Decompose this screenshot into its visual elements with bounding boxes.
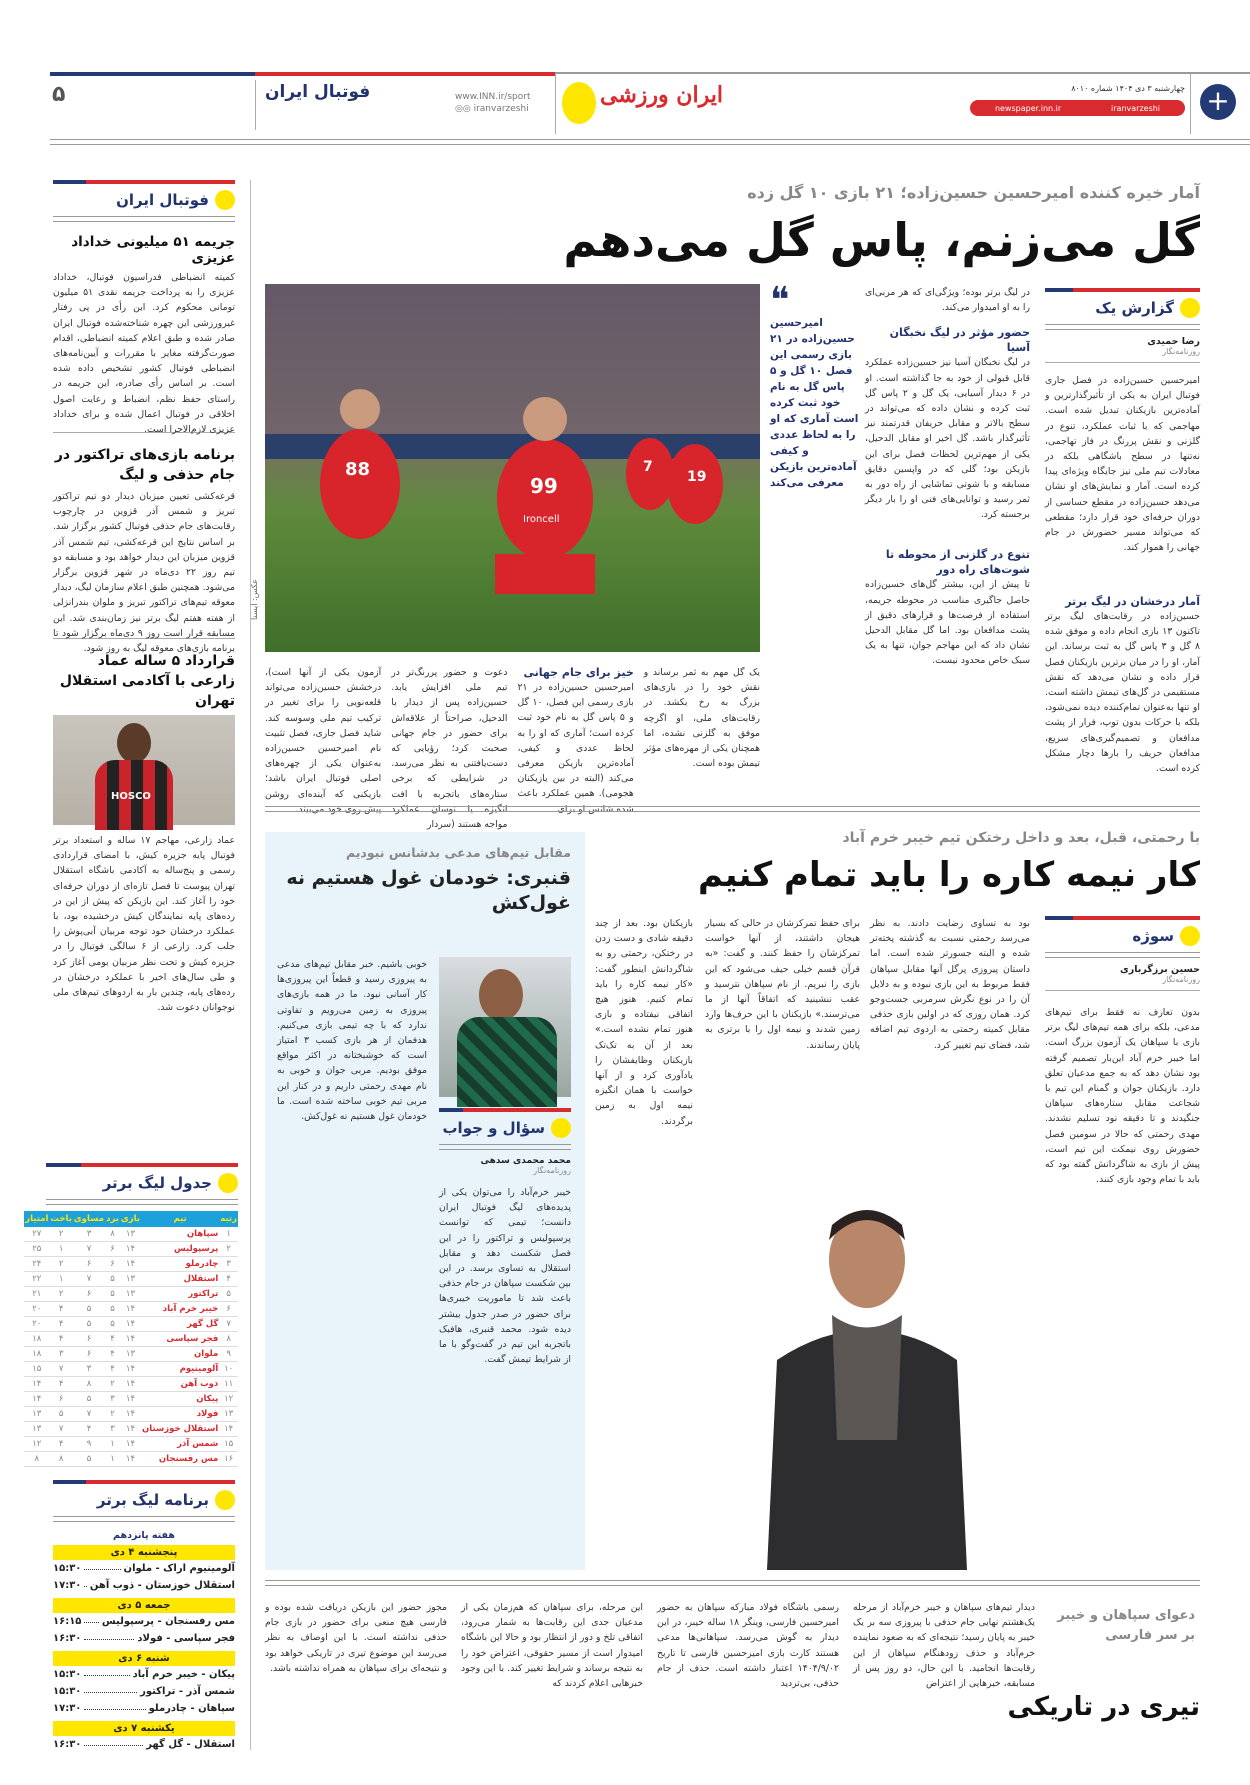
article-text: آزمون یکی از آنها است)، درخشش حسین‌زاده می‌تواند قلعه‌نویی را برای تغییر در ترکیب تیم ملی وسوسه کند. شاید فصل جاری، فصل تثبیت نام امیرحسین حسین‌زاده به‌عنوان یکی از چهره‌های اصلی فوتبال ایران باشد؛ بازیکنی که آینده‌ای روشن پیش روی خود می‌بیند. [265,667,382,815]
table-row [24,1452,238,1467]
team-name: ملوان [141,1347,219,1362]
table-row [24,1242,238,1257]
sidebar-section-label: فوتبال ایران [116,191,209,209]
table-cell: ۲۰ [24,1302,49,1317]
table-cell: ۲ [105,1407,120,1422]
table-cell: ۹ [73,1437,105,1452]
players-celebration-illustration [265,284,760,652]
bottom-kicker: دعوای سپاهان و خیبر بر سر فارسی [1057,1608,1195,1643]
team-name: پرسپولیس [141,1242,219,1257]
table-cell: ۲ [219,1242,238,1257]
qa-heading [439,1112,571,1144]
lead-column-2 [865,285,1030,759]
table-cell: ۸ [49,1452,73,1467]
table-cell: ۱۰ [219,1362,238,1377]
quote-text: امیرحسین حسین‌زاده در ۲۱ بازی رسمی این فصل ۱۰ گل و ۵ پاس گل به نام خود ثبت کرده است آماری که او را به لحاظ عددی و کیفی آماده‌ترین بازیکن معرفی می‌کند [770,317,859,489]
jersey-number: 88 [345,459,371,480]
lead-kicker: آمار خیره کننده امیرحسین حسین‌زاده؛ ۲۱ بازی ۱۰ گل زده [747,183,1200,202]
article-text: مجوز حضور این بازیکن دریافت شده بوده و فارسی هیچ منعی برای حضور در بازی جام حذفی نداشته است. با این اوصاف به نظر می‌رسد این موضوع تیری در تاریکی خواهد بود و نتیجه‌ای برای سپاهان به همراه نداشته باشد. [265,1602,447,1674]
lead-headline: گل می‌زنم، پاس گل می‌دهم [563,213,1200,267]
table-column-header: مساوی [73,1211,105,1227]
table-cell: ۱۴ [120,1407,141,1422]
table-cell: ۲ [49,1257,73,1272]
team-name: فجر سپاسی [141,1332,219,1347]
table-row [24,1377,238,1392]
table-row [24,1407,238,1422]
article-text: تا پیش از این، بیشتر گل‌های حسین‌زاده حاصل جاگیری مناسب در محوطه جریمه، استفاده از فرصت‌ها و قرارهای دقیق از پشت مدافعان بود. اما گل مقابل الدحیل نشان داد که این مهاجم جوان، تنها به یک سبک خاص محدود نیست. [865,579,1030,667]
coach-photo [705,1190,1030,1570]
table-column-header: برد [105,1211,120,1227]
table-cell: ۵ [219,1287,238,1302]
newspaper-link[interactable]: newspaper.inn.ir [994,103,1062,113]
table-cell: ۱۳ [120,1272,141,1287]
team-name: مس رفسنجان [141,1452,219,1467]
match-time: ۱۶:۳۰ [53,1739,82,1750]
table-cell: ۱۱ [219,1377,238,1392]
table-cell: ۶ [73,1257,105,1272]
yellow-dot-icon [215,190,235,210]
table-cell: ۱ [219,1227,238,1242]
match-teams: سپاهان - چادرملو [148,1703,235,1714]
schedule-block [53,1480,235,1753]
qa-box [265,832,585,1570]
table-cell: ۳ [73,1362,105,1377]
table-cell: ۱۴ [120,1377,141,1392]
table-cell: ۴ [105,1332,120,1347]
player-photo [53,715,235,825]
schedule-match [53,1736,235,1753]
qa-kicker: مقابل تیم‌های مدعی بدشانس نبودیم [345,845,571,860]
table-cell: ۱ [49,1242,73,1257]
table-column-header: بازی [120,1211,141,1227]
article-text: برای حفظ تمرکزشان در حالی که بسیار هیجان داشتند، از آنها خواست تمرکزشان را حفظ کنند. و گفت: «به قرآن قسم خیلی حیف می‌شود که این بازی را نبریم. از نام سپاهان نترسید و عقب ننشینید که اتفاقاً آنها از ما می‌ترسند.» بازیکنان با این حرف‌ها وارد زمین شدند و نیمه اول را با برتری به پایان رساندند. [705,918,860,1051]
team-name: ذوب آهن [141,1377,219,1392]
table-cell: ۱ [105,1452,120,1467]
table-cell: ۱۸ [24,1332,49,1347]
match-time: ۱۶:۳۰ [53,1633,82,1644]
schedule-heading [53,1484,235,1516]
table-cell: ۱۴ [120,1452,141,1467]
table-cell: ۶ [105,1242,120,1257]
table-cell: ۲ [105,1377,120,1392]
table-cell: ۱۶ [219,1452,238,1467]
article-text: در لیگ برتر بوده؛ ویژگی‌ای که هر مربی‌ای را به او امیدوار می‌کند. [865,287,1030,314]
table-cell: ۱۴ [219,1422,238,1437]
schedule-day: جمعه ۵ دی [53,1598,235,1613]
masthead [50,70,1250,150]
table-cell: ۲۱ [24,1287,49,1302]
table-cell: ۱۳ [120,1347,141,1362]
social-pill-handle[interactable]: iranvarzeshi [1111,103,1161,113]
table-cell: ۱۴ [120,1392,141,1407]
section-bar [1045,916,1200,920]
story-divider [265,806,1200,812]
table-cell: ۵ [49,1407,73,1422]
qa-label: سؤال و جواب [442,1119,545,1137]
table-row [24,1332,238,1347]
table-cell: ۴ [49,1317,73,1332]
section-bar [53,180,235,184]
team-name: چادرملو [141,1257,219,1272]
table-cell: ۴ [49,1332,73,1347]
table-cell: ۷ [49,1362,73,1377]
table-cell: ۱۴ [120,1242,141,1257]
lead-below-photo [265,665,760,831]
divider [53,1516,235,1522]
sidebar [53,180,235,1103]
table-cell: ۶ [219,1302,238,1317]
league-table-block [25,1163,238,1467]
team-name: آلومینیوم [141,1362,219,1377]
table-cell: ۳ [105,1422,120,1437]
social-handle-text: iranvarzeshi [473,104,529,114]
table-cell: ۹ [219,1347,238,1362]
jersey-text: HOSCO [111,791,151,802]
article-text: این مرحله، برای سپاهان که هم‌زمان یکی از مدعیان جدی این رقابت‌ها به شمار می‌رود، اتفاقی تلخ و دور از انتظار بود و حالا این باشگاه امیدوار است از مسیر حقوقی، اعتراض خود را به نتیجه برساند و شرایط تغییر کند. با این وجود خبرهایی اعلام کردند که [461,1602,643,1690]
divider [1045,324,1200,330]
article-subheading: آمار درخشان در لیگ برتر [1065,595,1200,608]
article-text: در لیگ نخبگان آسیا نیز حسین‌زاده عملکرد قابل قبولی از خود به جا گذاشته است. او در ۶ دیدار آسیایی، یک گل و ۲ پاس گل ثبت کرده و نشان داده که می‌تواند در سطح بالاتر و مقابل حریفان قدرتمند نیز تأثیرگذار باشد. گل اخیر او مقابل الدحیل، یکی از مهم‌ترین لحظات فصل برای این بازیکن بود؛ گلی که در واپسین دقایق مسابقه و با شوتی تماشایی از راه دور به ثمر رسید و توانایی‌های فنی او را بار دیگر برجسته کرد. [865,357,1030,521]
table-cell: ۱۵ [24,1362,49,1377]
table-cell: ۵ [73,1452,105,1467]
story-divider [265,1580,1200,1586]
article-text: دیدار تیم‌های سپاهان و خیبر خرم‌آباد از مرحله یک‌هشتم نهایی جام حذفی با پیروزی سه بر یک خیبر به پایان رسید؛ نتیجه‌ای که به صعود نماینده خرم‌آباد و حذف زودهنگام سپاهان از این رقابت‌ها انجامید. با این حال، دو روز پس از مسابقه، خبرهایی از اعتراض [853,1602,1035,1690]
table-cell: ۱۴ [120,1437,141,1452]
table-cell: ۸ [24,1452,49,1467]
team-name: خیبر خرم آباد [141,1302,219,1317]
table-cell: ۳ [219,1257,238,1272]
page-number: ۵ [52,82,66,107]
social-pill[interactable] [970,100,1185,116]
yellow-dot-icon [1180,298,1200,318]
team-name: سپاهان [141,1227,219,1242]
jersey-number: 7 [643,459,653,475]
table-cell: ۱۳ [24,1407,49,1422]
article-subheading: خیز برای جام جهانی [523,666,634,679]
qa-headline: قنبری: خودمان غول هستیم نه غول‌کش [286,867,571,914]
table-cell: ۴ [49,1437,73,1452]
article-text: حسین‌زاده در رقابت‌های لیگ برتر تاکنون ۱۳ بازی انجام داده و موفق شده ۸ گل و ۳ پاس گل به ثبت برساند. این آمار، او را در میان برترین بازیکنان فصل قرار داده و نشان می‌دهد که نقش مستقیمی در گل‌های تیمش داشته است. او تنها به‌عنوان تمام‌کننده دیده نمی‌شود، بلکه با حرکات بدون توپ، فرار از پشت مدافعان و تصمیم‌گیری‌های سریع، مدافعان حریف را بارها دچار مشکل کرده است. [1045,611,1200,775]
table-cell: ۶ [73,1287,105,1302]
author-name: محمد محمدی سدهی [480,1156,571,1166]
pull-quote [770,280,860,491]
table-cell: ۱۴ [120,1302,141,1317]
table-cell: ۱۴ [24,1377,49,1392]
article-text: یک گل مهم به ثمر برساند و نقش خود را در بازی‌های بزرگ به رخ بکشد. در رقابت‌های ملی، او اگرچه موفق به گلزنی نشده، اما همچنان یکی از مهره‌های مؤثر تیمش بوده است. [643,667,760,770]
table-heading [46,1167,238,1199]
table-row [24,1302,238,1317]
table-cell: ۱۳ [120,1287,141,1302]
date-line: چهارشنبه ۳ دی ۱۴۰۴ شماره ۸۰۱۰ [1071,84,1185,93]
author-role: روزنامه‌نگار [533,1166,571,1175]
match-time: ۱۶:۱۵ [53,1616,82,1627]
sponsor-text: Ironcell [523,514,560,525]
schedule-match [53,1683,235,1700]
table-row [24,1317,238,1332]
article-text: بدون تعارف نه فقط برای تیم‌های مدعی، بلکه برای همه تیم‌های لیگ برتر بازی با سپاهان یک آزمون بزرگ است. اما خیبر خرم آباد این‌بار تصمیم گرفته بود نشان دهد که به جمع مدعیان تعلق دارد. بازیکنان جوان و گمنام این تیم با شجاعت مقابل ستاره‌های سپاهان جنگیدند و تا دقیقه نود تسلیم نشدند. مهدی رحمتی که حالا در سومین فصل حضورش روی نیمکت این تیم است، پیش از بازی به شاگردانش گفته بود که باید با تمام وجود بازی کنند. [1045,1007,1200,1186]
table-cell: ۶ [105,1257,120,1272]
subject-label: سوژه [1132,927,1174,945]
table-cell: ۱۲ [219,1392,238,1407]
table-cell: ۱۳ [24,1422,49,1437]
table-cell: ۲ [49,1287,73,1302]
table-cell: ۱ [105,1437,120,1452]
yellow-dot-icon [1180,926,1200,946]
team-name: استقلال خوزستان [141,1422,219,1437]
team-name: فولاد [141,1407,219,1422]
author-role: روزنامه‌نگار [1045,975,1200,991]
table-cell: ۵ [73,1392,105,1407]
table-cell: ۳ [73,1227,105,1242]
article-text: خیبر خرم‌آباد را می‌توان یکی از پدیده‌های لیگ فوتبال ایران دانست؛ تیمی که توانست پرسپولیس و تراکتور را در این فصل شکست دهد و مقابل استقلال به تساوی برسد. در این بین شکست سپاهان در جام حذفی باعث شد تا ماموریت خیبری‌ها برای حضور در صدر جدول بیشتر دیده شود. محمد قنبری، هافبک باتجربه این تیم در گفت‌وگو با ما از شرایط تیمش گفت. [439,1187,571,1366]
news-body: کمیته انضباطی فدراسیون فوتبال، خداداد عزیزی را به پرداخت جریمه نقدی ۵۱ میلیون تومانی محکوم کرد. این رأی در پی رفتار غیرورزشی این چهره شناخته‌شده فوتبال ایران صادر شده و طبق اعلام کمیته انضباطی، اقدام صورت‌گرفته مغایر با مقررات و آیین‌نامه‌های انضباطی فوتبال کشور تشخیص داده شده است. بر اساس رأی صادره، این جریمه در راستای حفظ نظم، انضباط و رعایت اصول اخلاقی در فوتبال اعمال شده و برای خداداد عزیزی لازم‌الاجرا است. [53,272,235,436]
article-text: بود به تساوی رضایت دادند. به نظر می‌رسد رحمتی نسبت به گذشته پخته‌تر شده و البته جسورتر شده است. اما داستان پیروزی پرگل آنها مقابل سپاهان فقط مربوط به این بازی نبوده و به دلایل آن را در نوع نگرش سرمربی جست‌وجو کرد. همان روزی که در اولین بازی حذفی مقابل کمیته رحمتی به اردوی تیم اضافه شد، فضای تیم تغییر کرد. [870,918,1030,1051]
table-cell: ۵ [105,1302,120,1317]
schedule-day: یکشنبه ۷ دی [53,1721,235,1736]
author-role: روزنامه‌نگار [1045,347,1200,363]
report-heading [1045,292,1200,324]
team-name: پیکان [141,1392,219,1407]
table-cell: ۸ [105,1227,120,1242]
yellow-dot-icon [551,1118,571,1138]
divider [439,1144,571,1150]
player-photo [439,957,571,1097]
team-name: گل گهر [141,1317,219,1332]
match-teams: آلومینیوم اراک - ملوان [123,1563,235,1574]
table-cell: ۴ [73,1422,105,1437]
match-time: ۱۷:۳۰ [53,1703,82,1714]
match-teams: شمس آذر - تراکتور [140,1686,235,1697]
table-cell: ۶ [49,1392,73,1407]
table-cell: ۷ [73,1407,105,1422]
table-row [24,1272,238,1287]
divider [53,216,235,222]
table-cell: ۱۵ [219,1437,238,1452]
subject-heading [1045,920,1200,952]
table-cell: ۲۵ [24,1242,49,1257]
table-cell: ۲۲ [24,1272,49,1287]
match-time: ۱۵:۳۰ [53,1669,82,1680]
table-column-header: تیم [141,1211,219,1227]
table-column-header: باخت [49,1211,73,1227]
news-title: جریمه ۵۱ میلیونی خداداد عزیزی [71,234,235,266]
table-cell: ۵ [73,1317,105,1332]
schedule-match [53,1577,235,1594]
article-text: امیرحسین حسین‌زاده در فصل جاری فوتبال ایران به یکی از تأثیرگذارترین و آماده‌ترین بازیکنان تبدیل شده است. مهاجمی که با ثبات عملکرد، تنوع در گلزنی و نقش پررنگ در فاز تهاجمی، نه‌تنها در سطح باشگاهی بلکه در معادلات تیم ملی نیز جایگاه ویژه‌ای پیدا کرده است. آمار و نمایش‌های او نشان می‌دهد حسین‌زاده در مقطع حساسی از دوران حرفه‌ای خود قرار دارد؛ مقطعی که می‌تواند مسیر حضورش در جام جهانی را هموار کند. [1045,375,1200,554]
table-cell: ۸ [73,1377,105,1392]
header-divider [50,139,1250,145]
photo-credit: عکس: ایسنا [250,578,259,620]
article-subheading: حضور مؤثر در لیگ نخبگان آسیا [889,326,1030,355]
table-cell: ۵ [73,1302,105,1317]
logo: ایران ورزشی [600,82,723,108]
table-cell: ۳ [105,1392,120,1407]
table-cell: ۵ [105,1287,120,1302]
table-cell: ۴ [105,1362,120,1377]
yellow-dot-icon [218,1173,238,1193]
table-cell: ۴ [219,1272,238,1287]
divider [1045,952,1200,958]
divider [46,1199,238,1205]
article-text: رسمی باشگاه فولاد مبارکه سپاهان به حضور امیرحسین فارسی، وینگر ۱۸ ساله خیبر، در این دیدار به گوش می‌رسد. سپاهانی‌ها مدعی هستند کارت بازی امیرحسین فارسی تا تاریخ ۱۴۰۴/۹/۰۲ اعتبار داشته است. حذف از جام حذفی، بی‌تردید [657,1602,839,1690]
jersey-number: 19 [687,469,707,485]
table-cell: ۷ [73,1242,105,1257]
jersey-number: 99 [530,474,558,498]
table-cell: ۲۴ [24,1257,49,1272]
table-cell: ۷ [219,1317,238,1332]
social-handle[interactable]: ◎◎ iranvarzeshi [455,104,529,114]
table-row [24,1347,238,1362]
article-text: امیرحسین حسین‌زاده در ۲۱ بازی رسمی این فصل، ۱۰ گل و ۵ پاس گل به نام خود ثبت کرده است؛ آماری که او را به لحاظ عددی و کیفی، آماده‌ترین بازیکن معرفی می‌کند (البته در بین بازیکنان هجومی). همین عملکرد باعث شده شانس او برای [517,682,634,815]
table-cell: ۱۴ [120,1422,141,1437]
report-label: گزارش یک [1095,299,1174,317]
schedule-day: شنبه ۶ دی [53,1651,235,1666]
table-cell: ۳ [49,1347,73,1362]
table-cell: ۸ [219,1332,238,1347]
news-title: برنامه بازی‌های تراکتور در جام حذفی و لیگ [54,447,235,483]
section-bar [53,1480,235,1484]
article-subheading: تنوع در گلزنی از محوطه تا شوت‌های راه دور [885,548,1030,577]
table-row [24,1422,238,1437]
schedule-week: هفته پانزدهم [113,1530,175,1541]
table-cell: ۱۴ [120,1332,141,1347]
yellow-dot-icon [562,82,596,124]
table-cell: ۷ [49,1422,73,1437]
match-time: ۱۵:۳۰ [53,1563,82,1574]
table-row [24,1227,238,1242]
table-cell: ۱۲ [24,1437,49,1452]
yellow-dot-icon [215,1490,235,1510]
schedule-match [53,1666,235,1683]
section-bar [439,1108,571,1112]
table-cell: ۱۴ [120,1257,141,1272]
table-cell: ۷ [73,1272,105,1287]
team-name: تراکتور [141,1287,219,1302]
table-title: جدول لیگ برتر [102,1174,212,1192]
second-report-column [1045,916,1200,1552]
table-cell: ۱۸ [24,1347,49,1362]
site-url[interactable]: www.INN.ir/sport [455,92,531,102]
table-cell: ۱۳ [219,1407,238,1422]
match-time: ۱۵:۳۰ [53,1686,82,1697]
article-text: دعوت و حضور پررنگ‌تر در تیم ملی افزایش یابد. حسین‌زاده پس از دیدار با الدحیل، صراحتاً از علاقه‌اش برای حضور در جام جهانی صحبت کرد؛ رؤیایی که دست‌یافتنی به نظر می‌رسد. در شرایطی که برخی ستاره‌های باتجربه با افت انگیزه یا نوسان عملکرد مواجه هستند (سردار [391,667,508,831]
lead-photo [265,284,760,652]
schedule-match [53,1630,235,1647]
table-cell: ۱۴ [120,1362,141,1377]
coach-illustration [705,1190,1030,1570]
match-teams: مس رفسنجان - پرسپولیس [101,1616,235,1627]
match-teams: پیکان - خیبر خرم آباد [132,1669,235,1680]
author-name: حسین برزگرباری [1120,964,1200,975]
column-rule [250,180,251,1750]
table-cell: ۵ [105,1272,120,1287]
schedule-match [53,1560,235,1577]
article-text: خوبی باشیم. خبر مقابل تیم‌های مدعی به پیروزی رسید و قطعاً این پیروزی‌ها کار آسانی نبود. ما در همه بازی‌های پیروزی به زمین می‌رویم و تفاوتی ندارد که با چه تیمی بازی می‌کنیم. هدفمان از هر بازی کسب ۳ امتیاز است که خوشبختانه در اکثر مواقع موفق بودیم. مربی جوان و خوبی به نام مهدی رحمتی داریم و در کنار این مربی تیم خوبی ساخته شده است. ما خودمان غول هستیم نه غول‌کش. [277,959,427,1123]
match-teams: فجر سپاسی - فولاد [137,1633,235,1644]
news-title: قرارداد ۵ ساله عماد زارعی با آکادمی استقلال تهران [59,653,235,709]
table-row [24,1287,238,1302]
team-name: شمس آذر [141,1437,219,1452]
table-cell: ۶ [73,1332,105,1347]
table-cell: ۴ [49,1302,73,1317]
schedule-day: پنجشنبه ۴ دی [53,1545,235,1560]
table-cell: ۲۰ [24,1317,49,1332]
section-title: فوتبال ایران [265,82,371,102]
author-name: رضا حمیدی [1147,336,1200,347]
bottom-headline: تیری در تاریکی [1007,1692,1200,1722]
table-cell: ۱۴ [120,1317,141,1332]
table-cell: ۲۷ [24,1227,49,1242]
table-cell: ۶ [73,1347,105,1362]
second-headline: کار نیمه کاره را باید تمام کنیم [698,855,1200,895]
table-row [24,1437,238,1452]
plus-icon[interactable]: + [1200,84,1236,120]
table-column-header: امتیاز [24,1211,49,1227]
bottom-columns [265,1600,1035,1695]
match-teams: استقلال خوزستان - ذوب آهن [89,1580,235,1591]
schedule-title: برنامه لیگ برتر [96,1491,209,1509]
table-cell: ۱۳ [120,1227,141,1242]
top-color-bar [50,72,1250,76]
article-text: بازیکنان بود. بعد از چند دقیقه شادی و دست زدن در رختکن، رحمتی رو به شاگردانش اینطور گفت: «کار نیمه کاره را باید تمام کنیم. هنوز هیچ اتفاقی نیفتاده و بازی هنوز تمام نشده است.» بعد از آن به تک‌تک بازیکنان وظایفشان را یادآوری کرد و از آنها خواست با همان انگیزه نیمه اول به زمین برگردند. [595,918,693,1127]
league-table [24,1211,238,1467]
schedule-match [53,1700,235,1717]
news-body: عماد زارعی، مهاجم ۱۷ ساله و استعداد برتر فوتبال پایه جزیره کیش، با امضای قراردادی رسمی و پنج‌ساله به آکادمی باشگاه استقلال تهران پیوست تا فصل تازه‌ای از دوران حرفه‌ای خود را آغاز کند. این بازیکن که پیش از این در رده‌های پایه نمایندگان کیش درخشیده بود، با عملکرد درخشان خود توجه مربیان آبی‌پوش را جلب کرد. زارعی از ۶ سالگی فوتبال را در جزیره کیش و تحت نظر مربیان بومی آغاز کرد و طی سال‌های اخیر با عملکرد درخشان در رده‌های پایه، چندین بار به اردوهای تیم‌های ملی نوجوانان دعوت شد. [53,835,236,1014]
match-time: ۱۷:۳۰ [53,1580,82,1591]
schedule-match [53,1613,235,1630]
table-cell: ۲ [49,1227,73,1242]
table-cell: ۵ [105,1317,120,1332]
table-cell: ۱۴ [24,1392,49,1407]
quote-icon: ❝ [770,280,790,321]
table-row [24,1392,238,1407]
table-row [24,1362,238,1377]
table-cell: ۴ [49,1377,73,1392]
second-kicker: با رحمتی، قبل، بعد و داخل رختکن تیم خیبر خرم آباد [842,830,1200,846]
section-bar [1045,288,1200,292]
table-cell: ۱ [49,1272,73,1287]
table-row [24,1257,238,1272]
team-name: استقلال [141,1272,219,1287]
news-body: قرعه‌کشی تعیین میزبان دیدار دو تیم تراکتور تبریز و شمس آذر قزوین در چارچوب رقابت‌های جام حذفی فوتبال کشور برگزار شد. بر اساس نتایج این قرعه‌کشی، تیم شمس آذر قزوین میزبان این دیدار خواهد بود و مسابقه دو تیم روز ۲۲ دی‌ماه در شهر قزوین برگزار می‌شود. همچنین طبق اعلام سازمان لیگ، دیدار معوقه تیم‌های تراکتور تبریز و ملوان بندرانزلی از هفته هفتم لیگ برتر نیز زمان‌بندی شد. این مسابقه قرار است روز ۹ دی‌ماه برگزار شود تا برنامه بازی‌های معوقه لیگ به روز شود. [53,491,235,655]
sidebar-section-heading [53,184,235,216]
table-cell: ۴ [105,1347,120,1362]
lead-report-column [1045,288,1200,776]
table-column-header: رتبه [219,1211,238,1227]
match-teams: استقلال - گل گهر [146,1739,235,1750]
section-bar [46,1163,238,1167]
